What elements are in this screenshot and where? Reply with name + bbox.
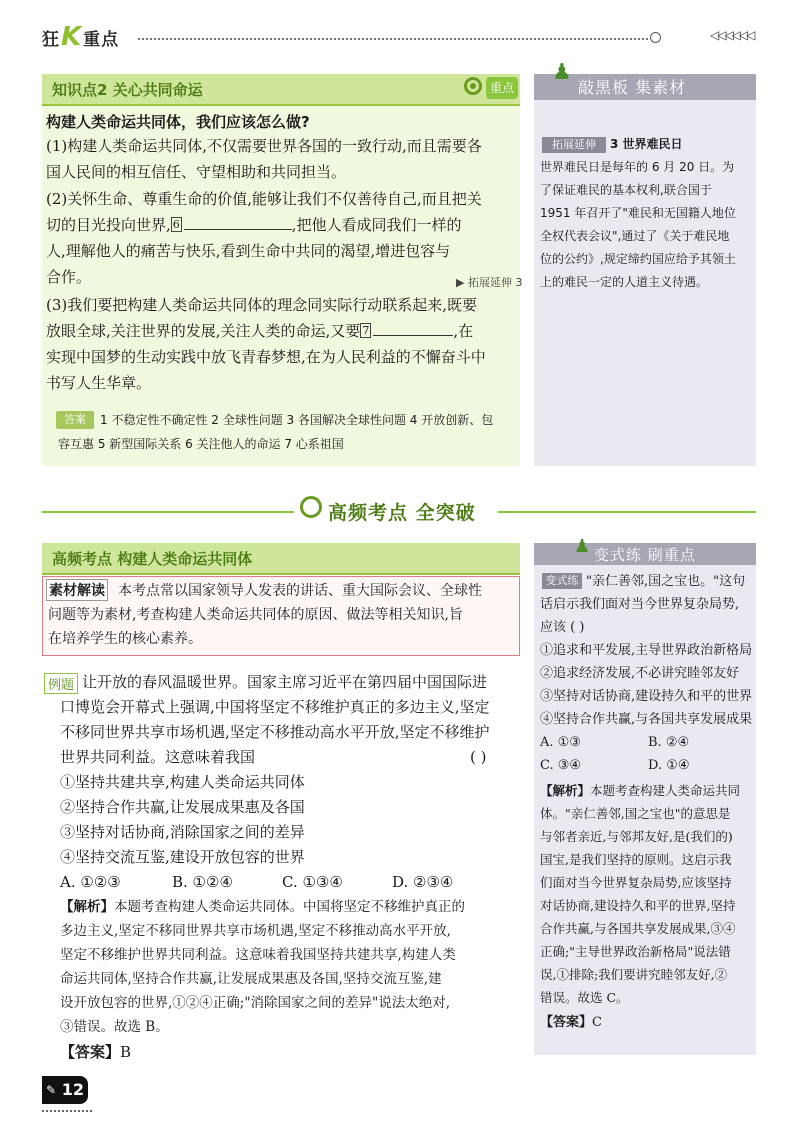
- example-line: 不移同世界共享市场机遇,坚定不移推动高水平开放,坚定不移维护: [60, 723, 490, 741]
- example-line: 世界共同利益。这意味着我国: [60, 748, 256, 766]
- topic-title: 高频考点 构建人类命运共同体: [52, 550, 253, 568]
- practice-analysis: 【解析】本题考查构建人类命运共同 体。"亲仁善邻,国之宝也"的意思是 与邻者亲近,与邻邦友好,是(我们的) 国宝,是我们坚持的原则。这启示我 们面对当今世界复杂局势,应该坚持 对话协商,建设持久和平的世界,坚持 合作共赢,与各国共享发展成果,③④ 正确;"主导世界政治新格局"说法错 误,①排除;我们要讲究睦邻友好,② 错误。故选 C。: [540, 783, 741, 1005]
- choice-b[interactable]: B. ①②④: [172, 873, 233, 891]
- knowledge-title: 知识点2 关心共同命运: [52, 81, 203, 99]
- divider-right: [498, 511, 756, 513]
- choice-c[interactable]: C. ①③④: [282, 873, 343, 891]
- footer-dotted-rule: [42, 1110, 92, 1112]
- extension-tag: 拓展延伸: [542, 137, 606, 153]
- choice-d[interactable]: D. ②③④: [392, 873, 454, 891]
- header-chevrons-icon: ◁◁◁◁◁◁: [710, 28, 754, 42]
- choice-a[interactable]: A. ①②③: [60, 873, 121, 891]
- material-line: 在培养学生的核心素养。: [48, 631, 202, 647]
- paragraph-2: (2)关怀生命、尊重生命的价值,能够让我们不仅善待自己,而且把关 切的目光投向世界, 6 ,把他人看成同我们一样的 人,理解他人的痛苦与快乐,看到生命中共同的渴望,增进包容与 合作。: [46, 190, 482, 286]
- header-dotted-rule: [138, 38, 648, 40]
- student-figure-icon: ♟: [574, 536, 591, 557]
- student-figure-icon: ♟: [552, 60, 572, 85]
- practice-answer: 【答案】C: [540, 1015, 602, 1030]
- option-1: ①坚持共建共享,构建人类命运共同体: [60, 773, 305, 791]
- practice-question: "亲仁善邻,国之宝也。"这句: [586, 574, 746, 589]
- blank-number: 6: [172, 218, 180, 231]
- option-4: ④坚持交流互鉴,建设开放包容的世界: [60, 848, 305, 866]
- answer-bracket[interactable]: ( ): [470, 748, 487, 766]
- practice-question-cont: 话启示我们面对当今世界复杂局势, 应该 ( ): [540, 597, 740, 635]
- example-line: 口博览会开幕式上强调,中国将坚定不移维护真正的多边主义,坚定: [60, 698, 490, 716]
- practice-choice-a[interactable]: A. ①③: [540, 735, 581, 750]
- option-2: ②坚持合作共赢,让发展成果惠及各国: [60, 798, 305, 816]
- knowledge-question: 构建人类命运共同体，我们应该怎么做?: [46, 113, 310, 131]
- sidebar-title: 敲黑板 集素材: [578, 78, 687, 97]
- key-point-badge: 重点: [486, 77, 518, 99]
- option-3: ③坚持对话协商,消除国家之间的差异: [60, 823, 305, 841]
- material-label: 素材解读: [46, 579, 108, 601]
- practice-options: ①追求和平发展,主导世界政治新格局 ②追求经济发展,不必讲究睦邻友好 ③坚持对话协商,建设持久和平的世界 ④坚持合作共赢,与各国共享发展成果: [540, 643, 753, 727]
- sidebar-subtitle: 3 世界难民日: [610, 137, 683, 151]
- target-icon: [464, 77, 482, 95]
- paragraph-1: (1)构建人类命运共同体,不仅需要世界各国的一致行动,而且需要各 国人民间的相互信任、守望相助和共同担当。: [46, 137, 482, 181]
- paragraph-3: (3)我们要把构建人类命运共同体的理念同实际行动联系起来,既要 放眼全球,关注世界的发展,关注人类的命运,又要 7 ,在 实现中国梦的生动实践中放飞青春梦想,在为人民利益的不懈奋斗中 书写人生华章。: [46, 296, 486, 392]
- analysis-block: 【解析】本题考查构建人类命运共同体。中国将坚定不移维护真正的 多边主义,坚定不移同世界共享市场机遇,坚定不移推动高水平开放, 坚定不移维护世界共同利益。这意味着我国坚持共建共享,构建人类 命运共同体,坚持合作共赢,让发展成果惠及各国,坚持交流互鉴,建 设开放包容的世界,①②④正确;"消除国家之间的差异"说法太绝对, ③错误。故选 B。: [60, 899, 465, 1035]
- header-circle-icon: [650, 32, 661, 43]
- example-line: 让开放的春风温暖世界。国家主席习近平在第四届中国国际进: [82, 673, 488, 691]
- practice-choice-c[interactable]: C. ③④: [540, 758, 582, 773]
- material-line: 问题等为素材,考查构建人类命运共同体的原因、做法等相关知识,旨: [48, 607, 463, 623]
- practice-choice-b[interactable]: B. ②④: [648, 735, 690, 750]
- practice-tag: 变式练: [542, 573, 582, 589]
- target-icon: [300, 496, 322, 518]
- fill-blank-7[interactable]: [373, 318, 453, 336]
- extension-link[interactable]: ▶ 拓展延伸 3: [456, 276, 523, 289]
- answer-line-2: 容互惠 5 新型国际关系 6 关注他人的命运 7 心系祖国: [58, 437, 344, 451]
- pen-icon: ✎: [46, 1083, 57, 1097]
- fill-blank-6[interactable]: [184, 212, 292, 230]
- example-label: 例题: [44, 673, 78, 694]
- refugee-day-text: 世界难民日是每年的 6 月 20 日。为 了保证难民的基本权利,联合国于 1951 年召开了"难民和无国籍人地位 全权代表会议",通过了《关于难民地 位的公约》,规定缔约国应给予其领土 上的难民一定的人道主义待遇。: [540, 160, 736, 289]
- answer-line-1: 1 不稳定性不确定性 2 全球性问题 3 各国解决全球性问题 4 开放创新、包: [100, 413, 494, 427]
- blank-number: 7: [362, 324, 370, 337]
- practice-choice-d[interactable]: D. ①④: [648, 758, 690, 773]
- sidebar-title: 变式练 刷重点: [594, 546, 696, 564]
- answer-tag: 答案: [56, 411, 94, 429]
- page-number: ✎ 12: [42, 1076, 88, 1104]
- answer-line: 【答案】B: [60, 1043, 132, 1061]
- brand-logo: 狂K重点: [42, 22, 120, 52]
- divider-left: [42, 511, 294, 513]
- material-line: 本考点常以国家领导人发表的讲话、重大国际会议、全球性: [118, 583, 482, 599]
- section-title: 高频考点 全突破: [328, 502, 476, 524]
